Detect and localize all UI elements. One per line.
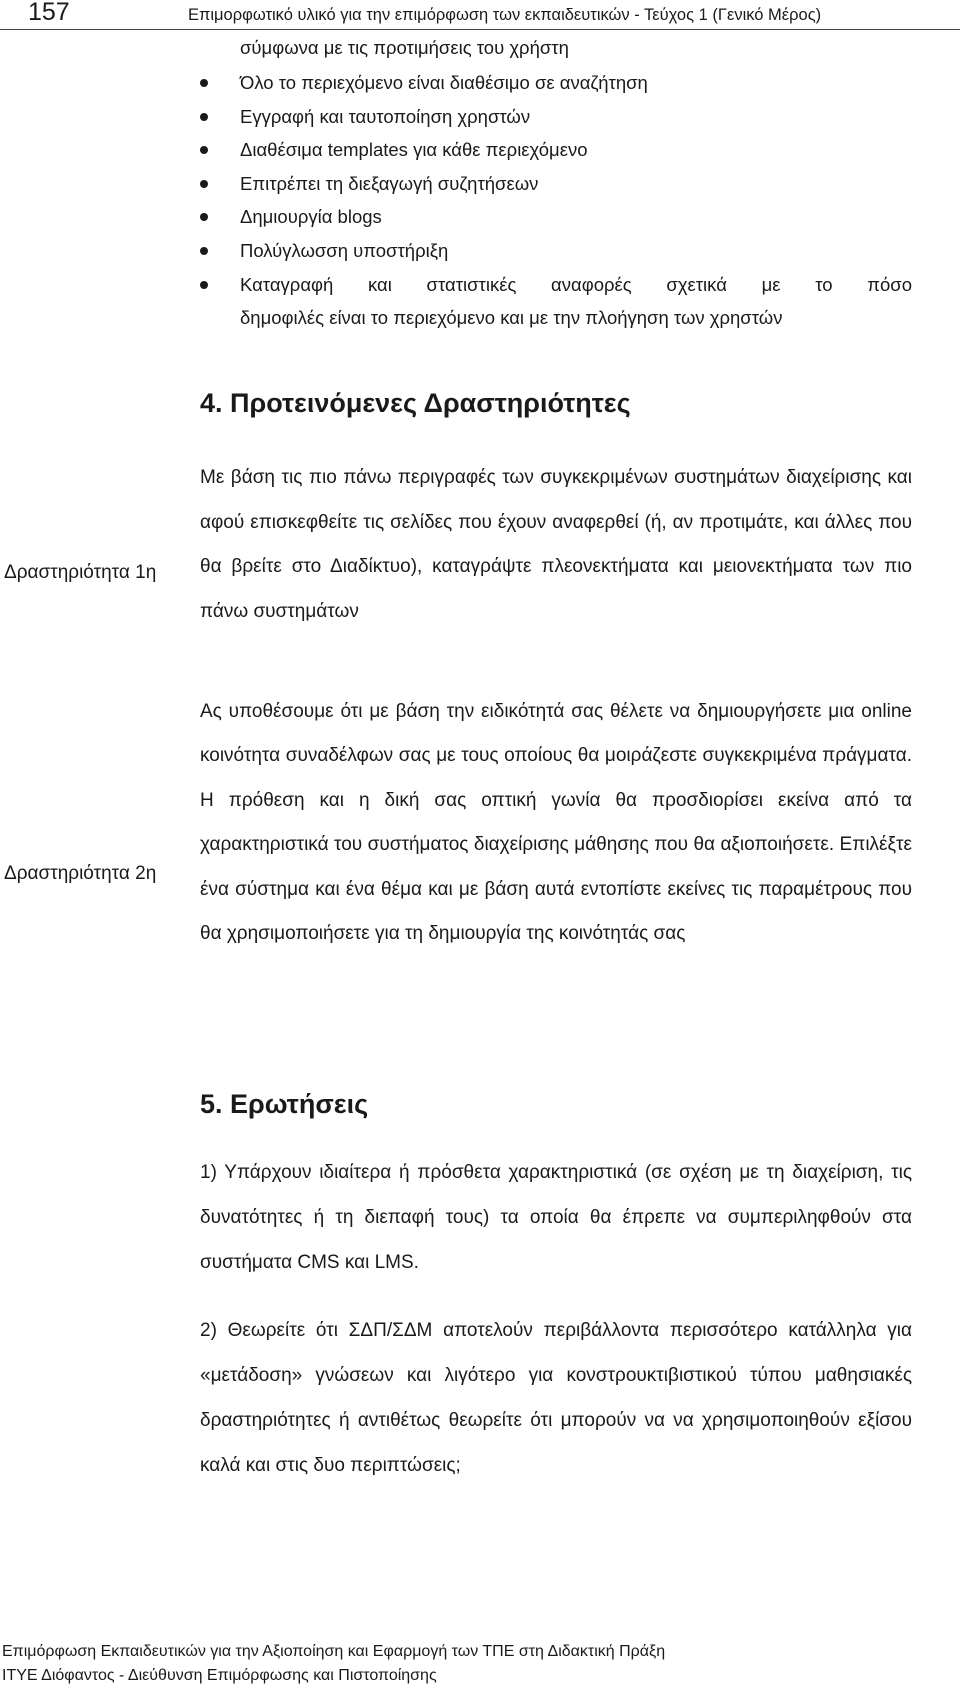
footer-line-1: Επιμόρφωση Εκπαιδευτικών για την Αξιοποίηση και Εφαρμογή των ΤΠΕ στη Διδακτική Πράξη <box>2 1643 666 1660</box>
list-item <box>200 66 912 100</box>
page-number: 157 <box>28 0 70 26</box>
list-item <box>200 234 912 268</box>
bullet-icon <box>200 281 208 289</box>
section-heading-activities: 4. Προτεινόμενες Δραστηριότητες <box>200 388 631 418</box>
list-item-text: Δημιουργία blogs <box>240 206 382 228</box>
list-item-text: Επιτρέπει τη διεξαγωγή συζητήσεων <box>240 172 539 194</box>
bullet-icon <box>200 247 208 255</box>
header-rule <box>0 29 960 30</box>
feature-continuation-line: σύμφωνα με τις προτιμήσεις του χρήστη <box>240 37 569 58</box>
list-item-text: Πολύγλωσση υποστήριξη <box>240 239 449 261</box>
bullet-icon <box>200 213 208 221</box>
bullet-icon <box>200 180 208 188</box>
list-item <box>200 268 912 335</box>
list-item-text: Εγγραφή και ταυτοποίηση χρηστών <box>240 105 531 127</box>
page-footer <box>0 1640 960 1688</box>
question-2: 2) Θεωρείτε ότι ΣΔΠ/ΣΔΜ αποτελούν περιβάλλοντα περισσότερο κατάλληλα για «μετάδοση» γνώσεων και λιγότερο για κονστρουκτιβιστικού τύπου μαθησιακές δραστηριότητες ή αντιθέτως θεωρείτε ότι μπορούν να να χρησιμοποιηθούν εξίσου καλά και στις δυο περιπτώσεις; <box>200 1320 912 1476</box>
feature-list <box>200 66 912 335</box>
list-item-text-line2: δημοφιλές είναι το περιεχόμενο και με την πλοήγηση των χρηστών <box>240 307 783 329</box>
section-heading-questions: 5. Ερωτήσεις <box>200 1089 369 1119</box>
question-1: 1) Υπάρχουν ιδιαίτερα ή πρόσθετα χαρακτηριστικά (σε σχέση με τη διαχείριση, τις δυνατότητες ή τη διεπαφή τους) τα οποία θα έπρεπε να συμπεριληφθούν στα συστήματα CMS και LMS. <box>200 1162 912 1273</box>
activity-2-text: Ας υποθέσουμε ότι με βάση την ειδικότητά σας θέλετε να δημιουργήσετε μια online κοινότητα συναδέλφων σας με τους οποίους θα μοιράζεστε συγκεκριμένα πράγματα. Η πρόθεση και η δική σας οπτική γωνία θα προσδιορίσει εκείνα από τα χαρακτηριστικά του συστήματος διαχείρισης μάθησης που θα αξιοποιήσετε. Επιλέξτε ένα σύστημα και ένα θέμα και με βάση αυτά εντοπίστε εκείνες τις παραμέτρους που θα χρησιμοποιήσετε για τη δημιουργία της κοινότητάς σας <box>200 701 912 945</box>
footer-line-2: ΙΤΥΕ Διόφαντος - Διεύθυνση Επιμόρφωσης και Πιστοποίησης <box>2 1667 437 1684</box>
list-item-text-line1: Καταγραφή και στατιστικές αναφορές σχετικά με το πόσο <box>240 273 912 295</box>
activity-1-label: Δραστηριότητα 1η <box>4 562 157 583</box>
list-item-text: Όλο το περιεχόμενο είναι διαθέσιμο σε αναζήτηση <box>240 72 648 93</box>
list-item <box>200 133 912 167</box>
activity-1-text: Με βάση τις πιο πάνω περιγραφές των συγκεκριμένων συστημάτων διαχείρισης και αφού επισκεφθείτε τις σελίδες που έχουν αναφερθεί (ή, αν προτιμάτε, και άλλες που θα βρείτε στο Διαδίκτυο), καταγράψτε πλεονεκτήματα και μειονεκτήματα των πιο πάνω συστημάτων <box>200 467 912 623</box>
list-item <box>200 100 912 134</box>
list-item <box>200 167 912 201</box>
activity-2-label: Δραστηριότητα 2η <box>4 863 157 884</box>
list-item-text: Διαθέσιμα templates για κάθε περιεχόμενο <box>240 139 588 161</box>
page-header <box>0 0 960 30</box>
bullet-icon <box>200 146 208 154</box>
bullet-icon <box>200 79 208 87</box>
bullet-icon <box>200 113 208 121</box>
list-item <box>200 200 912 234</box>
running-title: Επιμορφωτικό υλικό για την επιμόρφωση των εκπαιδευτικών - Τεύχος 1 (Γενικό Μέρος) <box>188 6 822 24</box>
